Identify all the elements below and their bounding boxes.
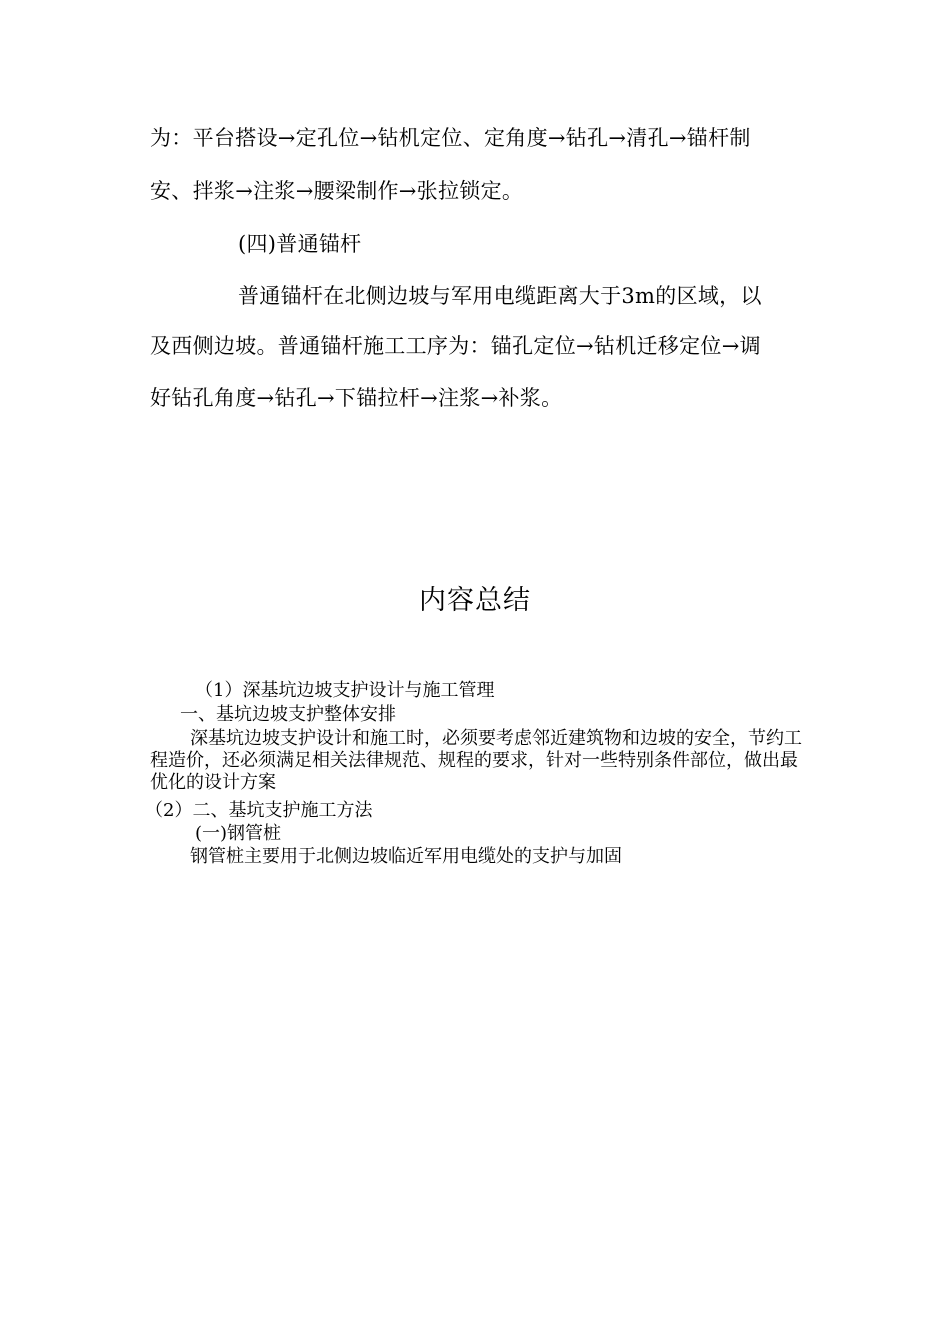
summary-item-6: 钢管桩主要用于北侧边坡临近军用电缆处的支护与加固	[190, 846, 622, 867]
summary-item-4: （2）二、基坑支护施工方法	[145, 800, 373, 821]
body-line-6: 好钻孔角度→钻孔→下锚拉杆→注浆→补浆。	[150, 386, 563, 410]
summary-item-2: 一、基坑边坡支护整体安排	[180, 704, 396, 725]
body-line-1: 为：平台搭设→定孔位→钻机定位、定角度→钻孔→清孔→锚杆制	[150, 126, 751, 150]
section-heading-anchor-rod: (四)普通锚杆	[238, 232, 362, 256]
summary-paragraph: 深基坑边坡支护设计和施工时，必须要考虑邻近建筑物和边坡的安全，节约工程造价，还必须满足相关法律规范、规程的要求，针对一些特别条件部位，做出最优化的设计方案	[150, 728, 802, 793]
summary-item-5: (一)钢管桩	[195, 823, 282, 844]
summary-title: 内容总结	[419, 585, 531, 616]
body-line-4: 普通锚杆在北侧边坡与军用电缆距离大于3m的区域，以	[238, 284, 762, 308]
body-line-5: 及西侧边坡。普通锚杆施工工序为：锚孔定位→钻机迁移定位→调	[150, 334, 761, 358]
summary-item-1: （1）深基坑边坡支护设计与施工管理	[195, 680, 495, 701]
body-line-2: 安、拌浆→注浆→腰梁制作→张拉锁定。	[150, 179, 524, 203]
